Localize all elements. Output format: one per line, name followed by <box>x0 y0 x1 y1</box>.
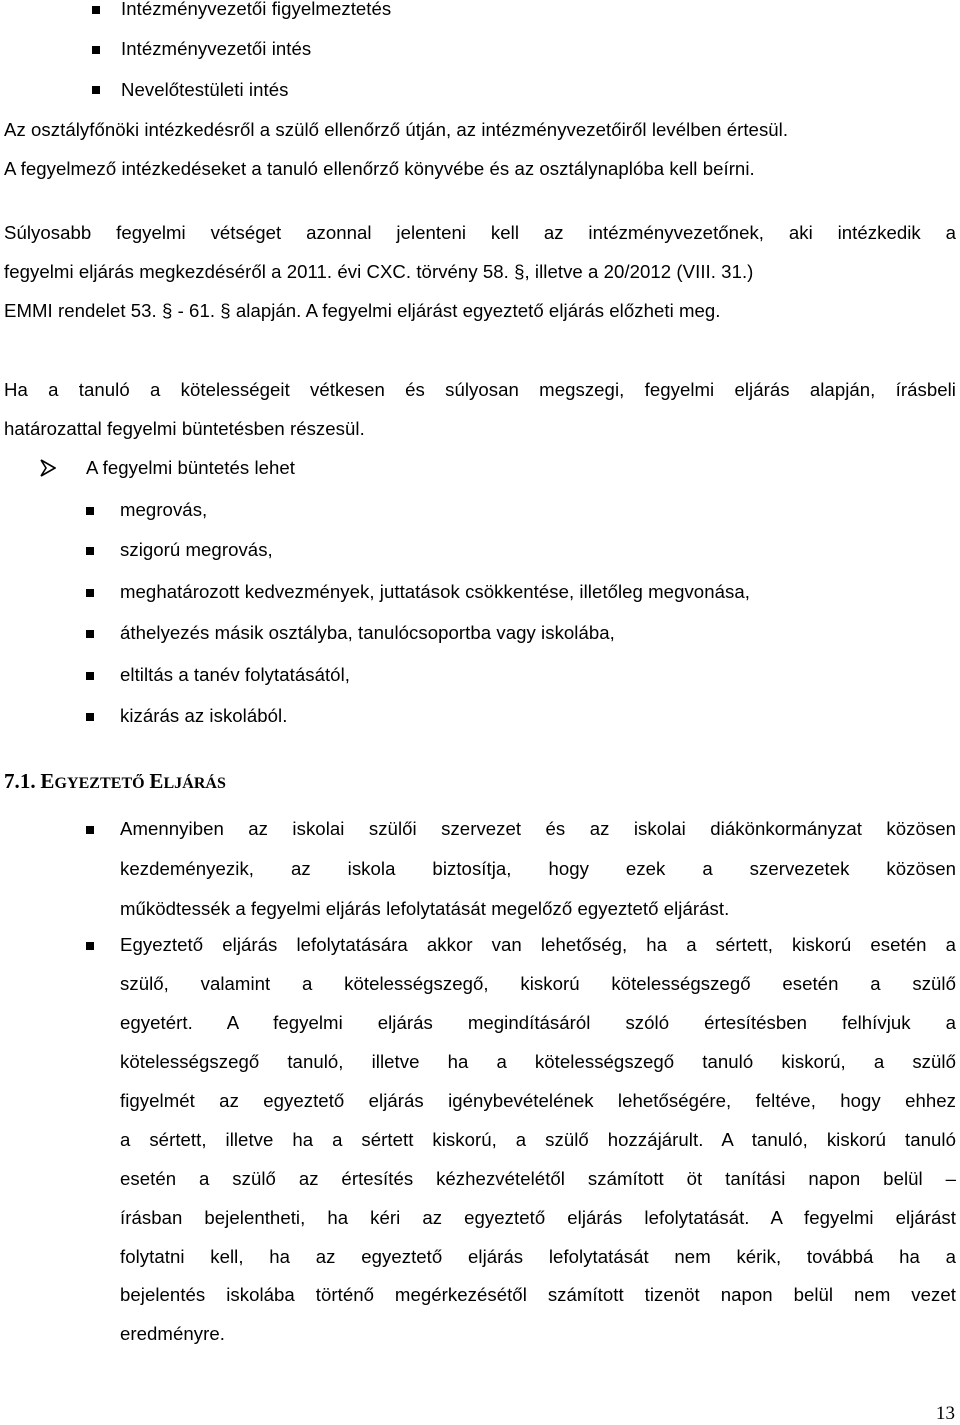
bullet-square-icon <box>86 507 94 515</box>
bullet-square-icon <box>92 86 100 94</box>
bullet-square-icon <box>86 589 94 597</box>
paragraph-line: működtessék a fegyelmi eljárás lefolytatását megelőző egyeztető eljárást. <box>120 898 730 919</box>
paragraph-line: egyetért. A fegyelmi eljárás megindításáról szóló értesítésben felhívjuk a <box>120 1012 956 1033</box>
section-heading <box>4 769 226 794</box>
arrow-bullet-icon <box>40 459 56 477</box>
paragraph-line: EMMI rendelet 53. § - 61. § alapján. A fegyelmi eljárást egyeztető eljárás előzheti meg. <box>4 300 721 321</box>
paragraph-line: bejelentés iskolába történő megérkezésétől számított tizenöt napon belül nem vezet <box>120 1284 956 1305</box>
paragraph-line: eredményre. <box>120 1323 225 1344</box>
list-item: A fegyelmi büntetés lehet <box>86 457 296 478</box>
paragraph-line: szülő, valamint a kötelességszegő, kiskorú kötelességszegő esetén a szülő <box>120 973 956 994</box>
bullet-square-icon <box>86 942 94 950</box>
bullet-square-icon <box>92 46 100 54</box>
paragraph-line: kötelességszegő tanuló, illetve ha a kötelességszegő tanuló kiskorú, a szülő <box>120 1051 956 1072</box>
bullet-square-icon <box>86 630 94 638</box>
bullet-square-icon <box>86 547 94 555</box>
list-item: meghatározott kedvezmények, juttatások csökkentése, illetőleg megvonása, <box>120 581 750 602</box>
paragraph-line: folytatni kell, ha az egyeztető eljárás lefolytatását nem kérik, továbbá ha a <box>120 1246 956 1267</box>
section-title-initial: E <box>40 769 55 793</box>
list-item: szigorú megrovás, <box>120 539 273 560</box>
section-title-initial: E <box>149 769 164 793</box>
list-item: Intézményvezetői figyelmeztetés <box>121 0 392 19</box>
paragraph-line: fegyelmi eljárás megkezdéséről a 2011. évi CXC. törvény 58. §, illetve a 20/2012 (VIII. 31.) <box>4 261 754 282</box>
paragraph-line: Egyeztető eljárás lefolytatására akkor van lehetőség, ha a sértett, kiskorú esetén a <box>120 934 956 955</box>
paragraph-line: figyelmét az egyeztető eljárás igénybevételének lehetőségére, feltéve, hogy ehhez <box>120 1090 956 1111</box>
paragraph-line: a sértett, illetve ha a sértett kiskorú, a szülő hozzájárult. A tanuló, kiskorú tanuló <box>120 1129 956 1150</box>
section-title-word: LJÁRÁS <box>163 775 226 792</box>
list-item: Nevelőtestületi intés <box>121 79 289 100</box>
paragraph-line: Ha a tanuló a kötelességeit vétkesen és súlyosan megszegi, fegyelmi eljárás alapján, írásbeli <box>4 379 956 400</box>
list-item: Intézményvezetői intés <box>121 38 312 59</box>
section-title-word: GYEZTETŐ <box>54 775 145 792</box>
paragraph-line: A fegyelmező intézkedéseket a tanuló ellenőrző könyvébe és az osztálynaplóba kell beírni. <box>4 158 755 179</box>
paragraph-line: írásban bejelentheti, ha kéri az egyeztető eljárás lefolytatását. A fegyelmi eljárást <box>120 1207 956 1228</box>
bullet-square-icon <box>86 713 94 721</box>
page-number: 13 <box>935 1403 955 1424</box>
bullet-square-icon <box>86 826 94 834</box>
paragraph-line: Az osztályfőnöki intézkedésről a szülő ellenőrző útján, az intézményvezetőiről levélben értesül. <box>4 119 789 140</box>
paragraph-line: Súlyosabb fegyelmi vétséget azonnal jelenteni kell az intézményvezetőnek, aki intézkedik a <box>4 222 956 243</box>
list-item: megrovás, <box>120 499 208 520</box>
paragraph-line: kezdeményezik, az iskola biztosítja, hogy ezek a szervezetek közösen <box>120 858 956 879</box>
bullet-square-icon <box>86 672 94 680</box>
paragraph-line: Amennyiben az iskolai szülői szervezet és az iskolai diákönkormányzat közösen <box>120 818 956 839</box>
bullet-square-icon <box>92 6 100 14</box>
list-item: eltiltás a tanév folytatásától, <box>120 664 350 685</box>
paragraph-line: határozattal fegyelmi büntetésben részesül. <box>4 418 365 439</box>
paragraph-line: esetén a szülő az értesítés kézhezvételétől számított öt tanítási napon belül – <box>120 1168 956 1189</box>
list-item: áthelyezés másik osztályba, tanulócsoportba vagy iskolába, <box>120 622 615 643</box>
list-item: kizárás az iskolából. <box>120 705 288 726</box>
section-number: 7.1. <box>4 769 36 793</box>
